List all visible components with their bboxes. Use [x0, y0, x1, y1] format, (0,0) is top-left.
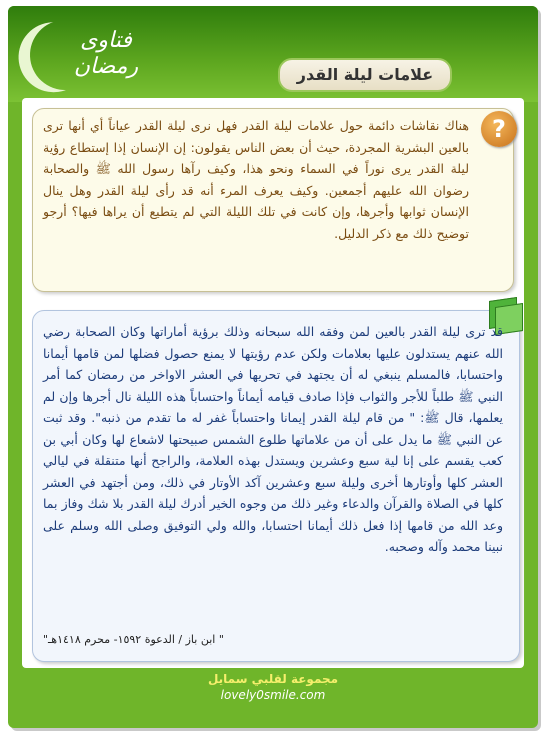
header-banner — [8, 6, 538, 102]
footer-site-link[interactable]: lovely0smile.com — [220, 688, 326, 702]
answer-source: " ابن باز / الدعوة ١٥٩٢- محرم ١٤١٨هـ" — [43, 633, 224, 646]
question-icon: ? — [481, 111, 517, 147]
logo — [56, 28, 156, 88]
answer-text: قد ترى ليلة القدر بالعين لمن وفقه الله سبحانه وذلك برؤية أماراتها وكان الصحابة رضي الله عنهم يستدلون عليها بعلامات ولكن عدم رؤيتها لا يمنع حصول فضلها لمن قامها أيمانا واحتسابا، فالمسلم ينبغي له أن يجتهد في تحريها في العشر الاواخر من رمضان كما أمر النبي ﷺ طلباً للأجر والثواب فإذا صادف قيامه أيماناً واحتساباً هذه الليلة نال أجرها وإن لم يعلمها، قال ﷺ: " من قام ليلة القدر إيمانا واحتساباً غفر له ما تقدم من ذنبه". وقد ثبت عن النبي ﷺ ما يدل على أن من علاماتها طلوع الشمس صبيحتها لاشعاع لها وكان أبي بن كعب يقسم على إنا لية سبع وعشرين ويستدل بهذه العلامة، والراجح أنها متنقلة في ليالي العشر كلها وأوتارها أخرى وليلة سبع وعشرين آكد الأوتار في ذلك، ومن أجتهد في العشر كلها في الصلاة والقرآن والدعاء وغير ذلك من وجوه الخير أدرك ليلة القدر بلا شك وفاز بما وعد الله من قامها إذا فعل ذلك أيمانا احتسابا، والله ولي التوفيق وصلى الله وسلم على نبينا محمد وآله وصحبه. — [43, 324, 503, 554]
answer-box — [32, 310, 520, 662]
page-title: علامات ليلة القدر — [278, 58, 452, 92]
question-text: هناك نقاشات دائمة حول علامات ليلة القدر فهل نرى ليلة القدر عياناً أي أنها ترى بالعين البشرية المجردة، حيث أن بعض الناس يقولون: إن الإنسان إذا إستطاع رؤية ليلة القدر يرى نوراً في السماء ونحو هذا، وكيف رآها رسول الله ﷺ والصحابة رضوان الله عليهم أجمعين. وكيف يعرف المرء أنه قد رأى ليلة القدر وهل ينال الإنسان ثوابها وأجرها، وإن كانت في تلك الليلة التي لم يتطيع أن يراها فيها؟ أرجو توضيح ذلك مع ذكر الدليل. — [43, 118, 469, 241]
page-frame — [8, 6, 538, 728]
logo-line-1: فتاوى — [80, 28, 132, 53]
content-area — [22, 98, 524, 668]
footer-group-name: مجموعة لقلبي سمايل — [207, 672, 339, 686]
footer — [8, 672, 538, 702]
question-box — [32, 108, 514, 292]
logo-line-2: رمضان — [73, 54, 139, 79]
